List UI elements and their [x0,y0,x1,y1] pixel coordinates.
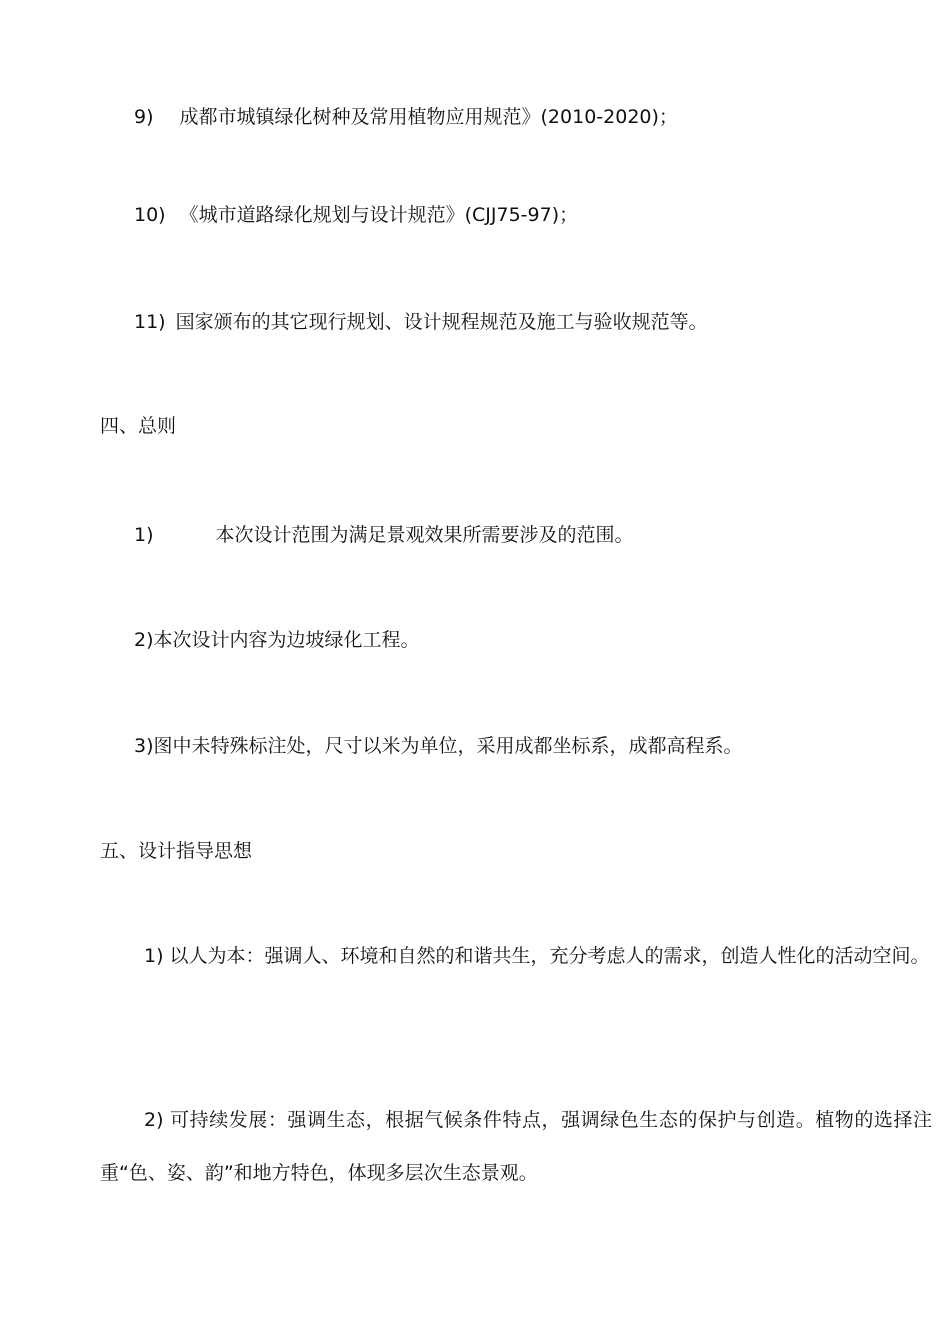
item-number: 10) [134,204,166,226]
item-text: 成都市城镇绿化树种及常用植物应用规范》(2010-2020)； [179,106,678,128]
general-item-3: 3)图中未特殊标注处，尺寸以米为单位，采用成都坐标系，成都高程系。 [134,735,743,757]
item-text: 《城市道路绿化规划与设计规范》(CJJ75-97)； [179,204,579,226]
item-text: 国家颁布的其它现行规划、设计规程规范及施工与验收规范等。 [175,311,708,333]
principle-paragraph-1: 1) 以人为本：强调人、环境和自然的和谐共生，充分考虑人的需求，创造人性化的活动空间。 [144,945,930,967]
section-heading-general: 四、总则 [100,415,177,437]
list-item-11 [134,313,708,332]
section-heading-design-principles: 五、设计指导思想 [100,840,253,862]
general-item-2: 2)本次设计内容为边坡绿化工程。 [134,629,420,651]
list-item-10 [134,206,578,225]
item-number: 1) [134,524,154,546]
item-number: 11) [134,311,166,333]
item-text: 本次设计范围为满足景观效果所需要涉及的范围。 [215,524,634,546]
general-item-1 [134,526,634,545]
principle-paragraph-2: 2) 可持续发展：强调生态，根据气候条件特点，强调绿色生态的保护与创造。植物的选择注重“色、姿、韵”和地方特色，体现多层次生态景观。 [100,1109,932,1184]
item-number: 9) [134,106,154,128]
list-item-9 [134,108,678,127]
